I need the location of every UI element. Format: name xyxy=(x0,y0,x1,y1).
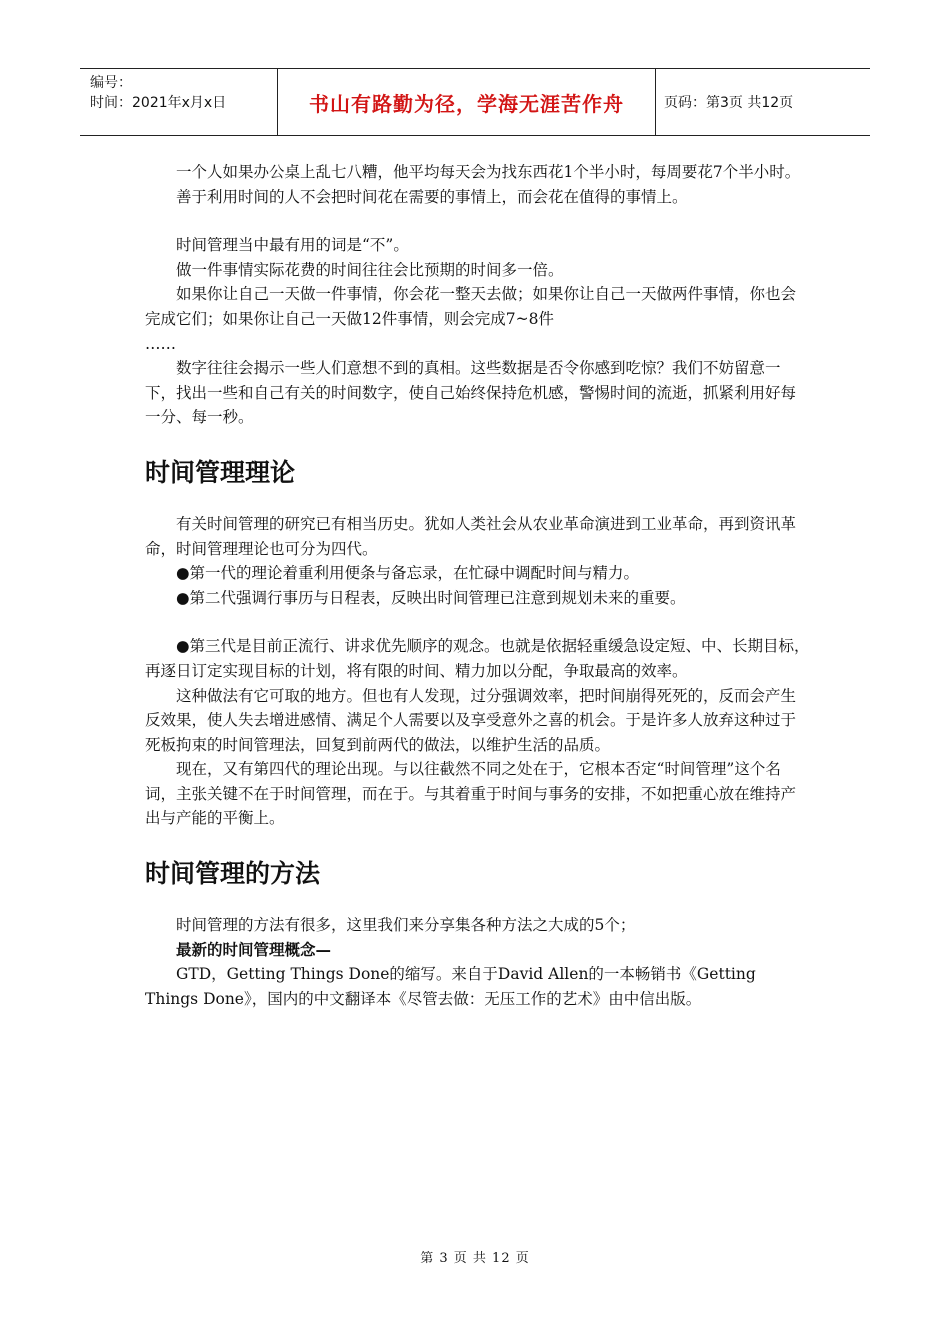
document-body xyxy=(145,160,810,1011)
paragraph: 这种做法有它可取的地方。但也有人发现，过分强调效率，把时间崩得死死的，反而会产生反效果，使人失去增进感情、满足个人需要以及享受意外之喜的机会。于是许多人放弃这种过于死板拘束的时间管理法，回复到前两代的做法，以维护生活的品质。 xyxy=(145,686,797,754)
date-label: 时间：2021年x月x日 xyxy=(90,95,227,111)
paragraph: 时间管理当中最有用的词是“不”。 xyxy=(176,236,409,255)
paragraph: 一个人如果办公桌上乱七八糟，他平均每天会为找东西花1个半小时，每周要花7个半小时。 xyxy=(176,163,801,181)
header-page-number: 页码：第3页 共12页 xyxy=(664,95,794,111)
page-header xyxy=(80,68,870,136)
spacer xyxy=(145,209,810,233)
header-motto: 书山有路勤为径，学海无涯苦作舟 xyxy=(309,91,624,116)
paragraph: 有关时间管理的研究已有相当历史。犹如人类社会从农业革命演进到工业革命，再到资讯革命，时间管理理论也可分为四代。 xyxy=(145,514,797,558)
header-info xyxy=(90,73,270,113)
bold-subheading: 最新的时间管理概念— xyxy=(176,940,332,959)
page-footer: 第 3 页 共 12 页 xyxy=(420,1251,530,1266)
bullet-paragraph: ●第一代的理论着重利用便条与备忘录，在忙碌中调配时间与精力。 xyxy=(176,564,640,583)
paragraph: GTD，Getting Things Done的缩写。来自于David Allen的一本畅销书《Getting Things Done》，国内的中文翻译本《尽管去做：无压工作的艺术》由中信出版。 xyxy=(145,965,756,1008)
number-label: 编号： xyxy=(90,75,132,91)
paragraph-ellipsis: …… xyxy=(145,334,176,353)
section-heading: 时间管理的方法 xyxy=(145,859,321,889)
paragraph: 如果你让自己一天做一件事情，你会花一整天去做；如果你让自己一天做两件事情，你也会完成它们；如果你让自己一天做12件事情，则会完成7~8件 xyxy=(145,285,797,328)
paragraph: 做一件事情实际花费的时间往往会比预期的时间多一倍。 xyxy=(176,260,564,279)
bullet-paragraph: ●第二代强调行事历与日程表，反映出时间管理已注意到规划未来的重要。 xyxy=(176,588,686,607)
spacer xyxy=(145,610,810,634)
paragraph: 时间管理的方法有很多，这里我们来分享集各种方法之大成的5个； xyxy=(176,916,636,935)
bullet-paragraph: ●第三代是目前正流行、讲求优先顺序的观念。也就是依据轻重缓急设定短、中、长期目标，再逐日订定实现目标的计划，将有限的时间、精力加以分配，争取最高的效率。 xyxy=(145,637,810,680)
section-heading: 时间管理理论 xyxy=(145,457,296,487)
header-divider xyxy=(655,69,656,135)
paragraph: 现在，又有第四代的理论出现。与以往截然不同之处在于，它根本否定“时间管理”这个名词，主张关键不在于时间管理，而在于。与其着重于时间与事务的安排，不如把重心放在维持产出与产能的平衡上。 xyxy=(145,760,797,828)
paragraph: 数字往往会揭示一些人们意想不到的真相。这些数据是否令你感到吃惊？我们不妨留意一下，找出一些和自己有关的时间数字，使自己始终保持危机感，警惕时间的流逝，抓紧利用好每一分、每一秒。 xyxy=(145,359,797,427)
paragraph: 善于利用时间的人不会把时间花在需要的事情上，而会花在值得的事情上。 xyxy=(176,187,688,206)
